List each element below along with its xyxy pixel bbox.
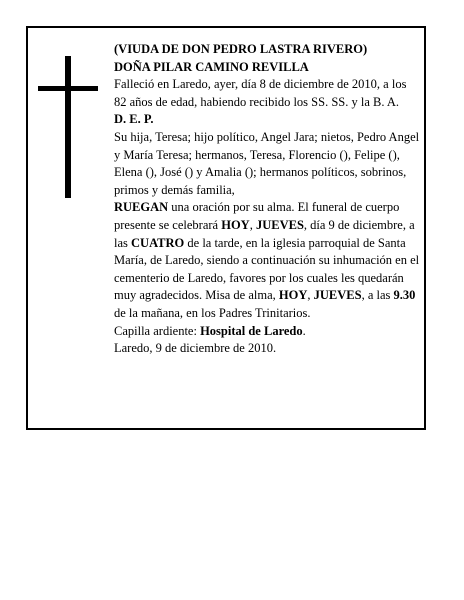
deceased-name: DOÑA PILAR CAMINO REVILLA: [114, 59, 309, 74]
widow-line: (VIUDA DE DON PEDRO LASTRA RIVERO): [114, 42, 368, 56]
family-list: Su hija, Teresa; hijo político, Angel Jara; nietos, Pedro Angel y María Teresa; hermanos, Teresa, Florencio (), Felipe (), Elena (), José () y Amalia (); hermanos políticos, sobrinos, primos y demás familia,: [114, 129, 420, 197]
obituary-notice: [26, 26, 426, 430]
funeral-text-3: de la tarde, en la iglesia parroquial de Santa María, de Laredo, siendo a continuación su inhumación en el cementerio de Laredo, favores por los cuales les quedarán muy agradecidos. Misa de alma,: [114, 235, 420, 303]
funeral-text-2: , día 9 de diciembre, a las: [114, 217, 415, 250]
funeral-text-1: una oración por su alma. El funeral de cuerpo presente se celebrará: [114, 200, 400, 232]
ruegan-word: RUEGAN: [114, 200, 169, 215]
funeral-paragraph: [114, 199, 420, 322]
hoy-word-2: HOY: [278, 288, 308, 303]
place-date: Laredo, 9 de diciembre de 2010.: [114, 341, 277, 356]
cross-vertical-bar: [65, 56, 71, 198]
cuatro-word: CUATRO: [131, 235, 185, 250]
jueves-word-2: JUEVES: [313, 288, 362, 303]
funeral-text-5: de la mañana, en los Padres Trinitarios.: [114, 305, 311, 320]
cross-horizontal-bar: [38, 86, 98, 91]
funeral-text-4: , a las: [361, 288, 394, 303]
comma-2: ,: [307, 288, 314, 303]
death-statement: Falleció en Laredo, ayer, día 8 de diciembre de 2010, a los 82 años de edad, habiendo recibido los SS. SS. y la B. A.: [114, 77, 407, 109]
comma-1: ,: [249, 217, 256, 232]
jueves-word-1: JUEVES: [255, 217, 304, 232]
cross-icon: [38, 56, 100, 198]
chapel-place: Hospital de Laredo: [200, 323, 303, 338]
chapel-end: .: [302, 323, 306, 338]
hoy-word-1: HOY: [221, 217, 250, 232]
chapel-line: [114, 323, 420, 341]
mass-time: 9.30: [393, 288, 416, 303]
dep-line: D. E. P.: [114, 112, 154, 127]
chapel-label: Capilla ardiente:: [114, 323, 201, 338]
notice-text: [114, 41, 420, 358]
